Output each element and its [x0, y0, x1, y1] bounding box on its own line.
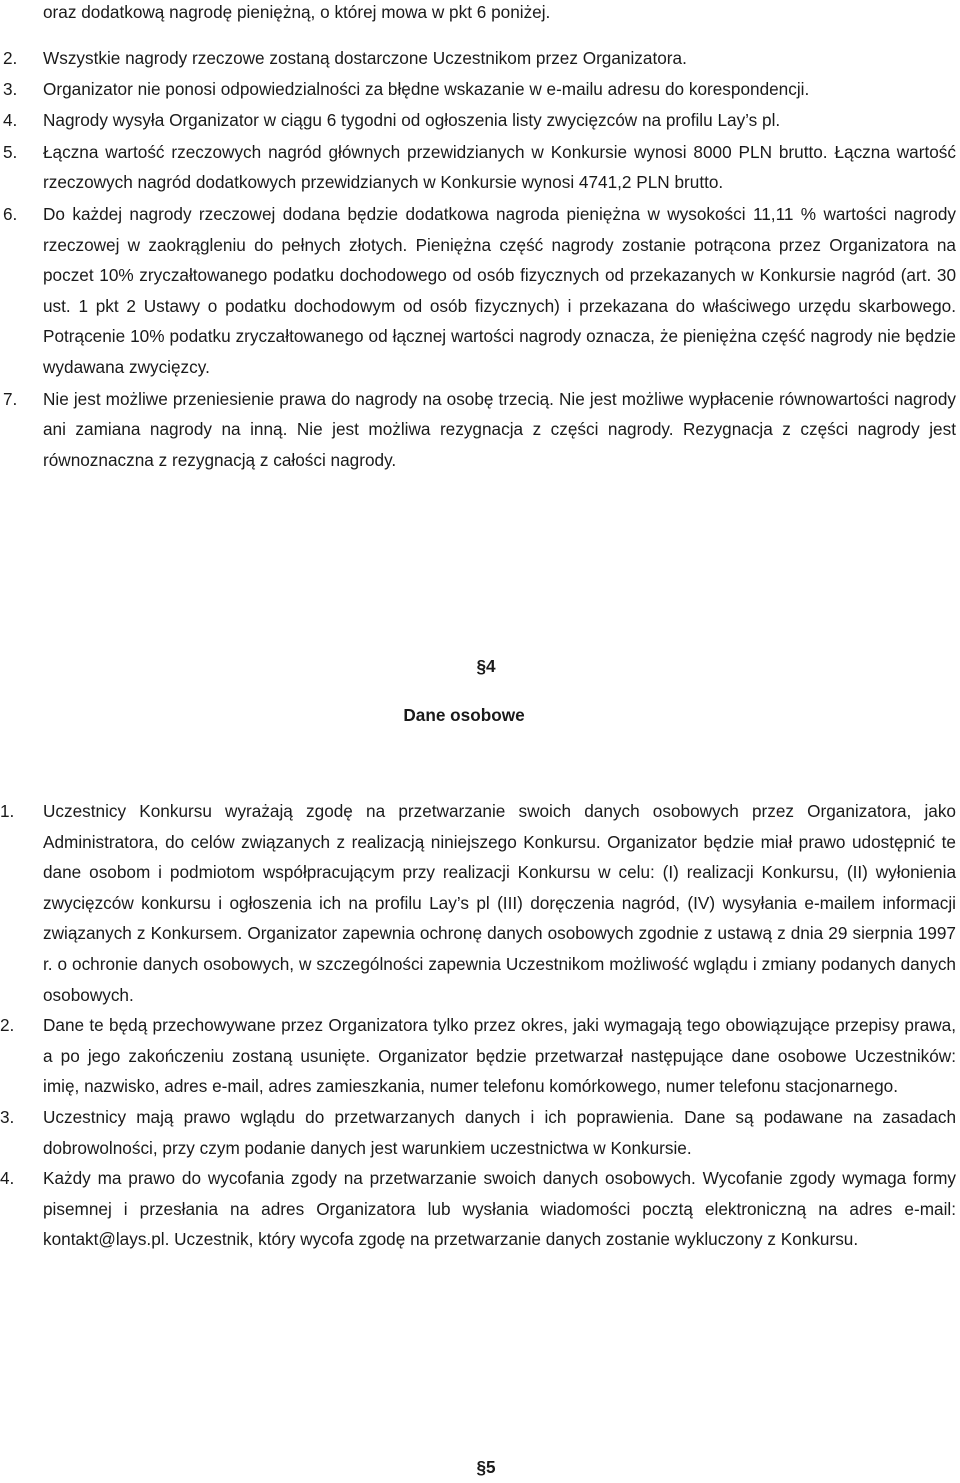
list-item: [0, 199, 956, 383]
item-text: Wszystkie nagrody rzeczowe zostaną dostarczone Uczestnikom przez Organizatora.: [43, 48, 687, 68]
item-number: 2.: [3, 48, 18, 68]
item-number: 4.: [0, 1168, 15, 1189]
section-5-number: §5: [476, 1457, 496, 1477]
item-number: 3.: [3, 78, 18, 99]
item-number: 5.: [3, 141, 18, 162]
item-text: Uczestnicy mają prawo wglądu do przetwarzanych danych i ich poprawienia. Dane są podawane na zasadach dobrowolności, przy czym podanie danych jest warunkiem uczestnictwa w Konkursie.: [43, 1106, 956, 1158]
list-item: [0, 1163, 956, 1255]
list-item: [0, 1102, 956, 1163]
item-text: Nie jest możliwe przeniesienie prawa do nagrody na osobę trzecią. Nie jest możliwe wypłacenie równowartości nagrody ani zamiana nagrody na inną. Nie jest możliwa rezygnacja z części nagrody. Rezygnacja z części nagrody jest równoznaczna z rezygnacją z całości nagrody.: [43, 388, 956, 470]
list-item: [0, 1010, 956, 1102]
list-item: [0, 796, 956, 1010]
item-text: Uczestnicy Konkursu wyrażają zgodę na przetwarzanie swoich danych osobowych przez Organizatora, jako Administratora, do celów związanych z realizacją niniejszego Konkursu. Organizator będzie miał prawo udostępnić te dane osobom i podmiotom współpracującym przy realizacji Konkursu w celu: (I) realizacji Konkursu, (II) wyłonienia zwycięzców konkursu i ogłoszenia ich na profilu Lay’s pl (III) doręczenia nagród, (IV) wysyłania e-mailem informacji związanych z Konkursem. Organizator zapewnia ochronę danych osobowych zgodnie z ustawą z dnia 29 sierpnia 1997 r. o ochronie danych osobowych, w szczególności zapewnia Uczestnikom możliwość wglądu i zmiany podanych danych osobowych.: [43, 801, 956, 1005]
list-item: [0, 105, 956, 136]
item-number: 7.: [3, 388, 18, 409]
intro-text: oraz dodatkową nagrodę pieniężną, o której mowa w pkt 6 poniżej.: [43, 2, 551, 22]
prize-rules-list: [0, 43, 956, 475]
list-item: [0, 137, 956, 198]
item-number: 4.: [3, 110, 18, 131]
item-number: 3.: [0, 1106, 15, 1127]
section-4-number: §4: [476, 656, 496, 676]
list-item: [0, 74, 956, 105]
item-text: Łączna wartość rzeczowych nagród głównych przewidzianych w Konkursie wynosi 8000 PLN brutto. Łączna wartość rzeczowych nagród dodatkowych przewidzianych w Konkursie wynosi 4741,2 PLN brutto.: [43, 141, 956, 193]
item-number: 1.: [0, 801, 15, 821]
item-text: Organizator nie ponosi odpowiedzialności za błędne wskazanie w e-mailu adresu do korespondencji.: [43, 78, 810, 99]
item-number: 2.: [0, 1015, 15, 1036]
item-text: Nagrody wysyła Organizator w ciągu 6 tygodni od ogłoszenia listy zwycięzców na profilu Lay’s pl.: [43, 110, 781, 131]
item-text: Dane te będą przechowywane przez Organizatora tylko przez okres, jaki wymagają tego obowiązujące przepisy prawa, a po jego zakończeniu zostaną usunięte. Organizator będzie przetwarzał następujące dane osobowe Uczestników: imię, nazwisko, adres e-mail, adres zamieszkania, numer telefonu komórkowego, numer telefonu stacjonarnego.: [43, 1015, 956, 1097]
section-4-title: Dane osobowe: [403, 705, 525, 725]
item-number: 6.: [3, 203, 18, 224]
item-text: Do każdej nagrody rzeczowej dodana będzie dodatkowa nagroda pieniężna w wysokości 11,11 % wartości nagrody rzeczowej w zaokrągleniu do pełnych złotych. Pieniężna część nagrody zostanie potrącona przez Organizatora na poczet 10% zryczałtowanego podatku dochodowego od osób fizycznych od przekazanych w Konkursie nagród (art. 30 ust. 1 pkt 2 Ustawy o podatku dochodowym od osób fizycznych) i przekazana do właściwego urzędu skarbowego. Potrącenie 10% podatku zryczałtowanego od łącznej wartości nagrody oznacza, że pieniężna część nagrody nie będzie wydawana zwycięzcy.: [43, 203, 956, 377]
item-text: Każdy ma prawo do wycofania zgody na przetwarzanie swoich danych osobowych. Wycofanie zgody wymaga formy pisemnej i przesłania na adres Organizatora lub wysłania wiadomości pocztą elektroniczną na adres e-mail: kontakt@lays.pl. Uczestnik, który wycofa zgodę na przetwarzanie danych zostanie wykluczony z Konkursu.: [43, 1168, 956, 1250]
list-item: [0, 384, 956, 476]
personal-data-list: [0, 796, 956, 1255]
list-item: [0, 43, 956, 74]
